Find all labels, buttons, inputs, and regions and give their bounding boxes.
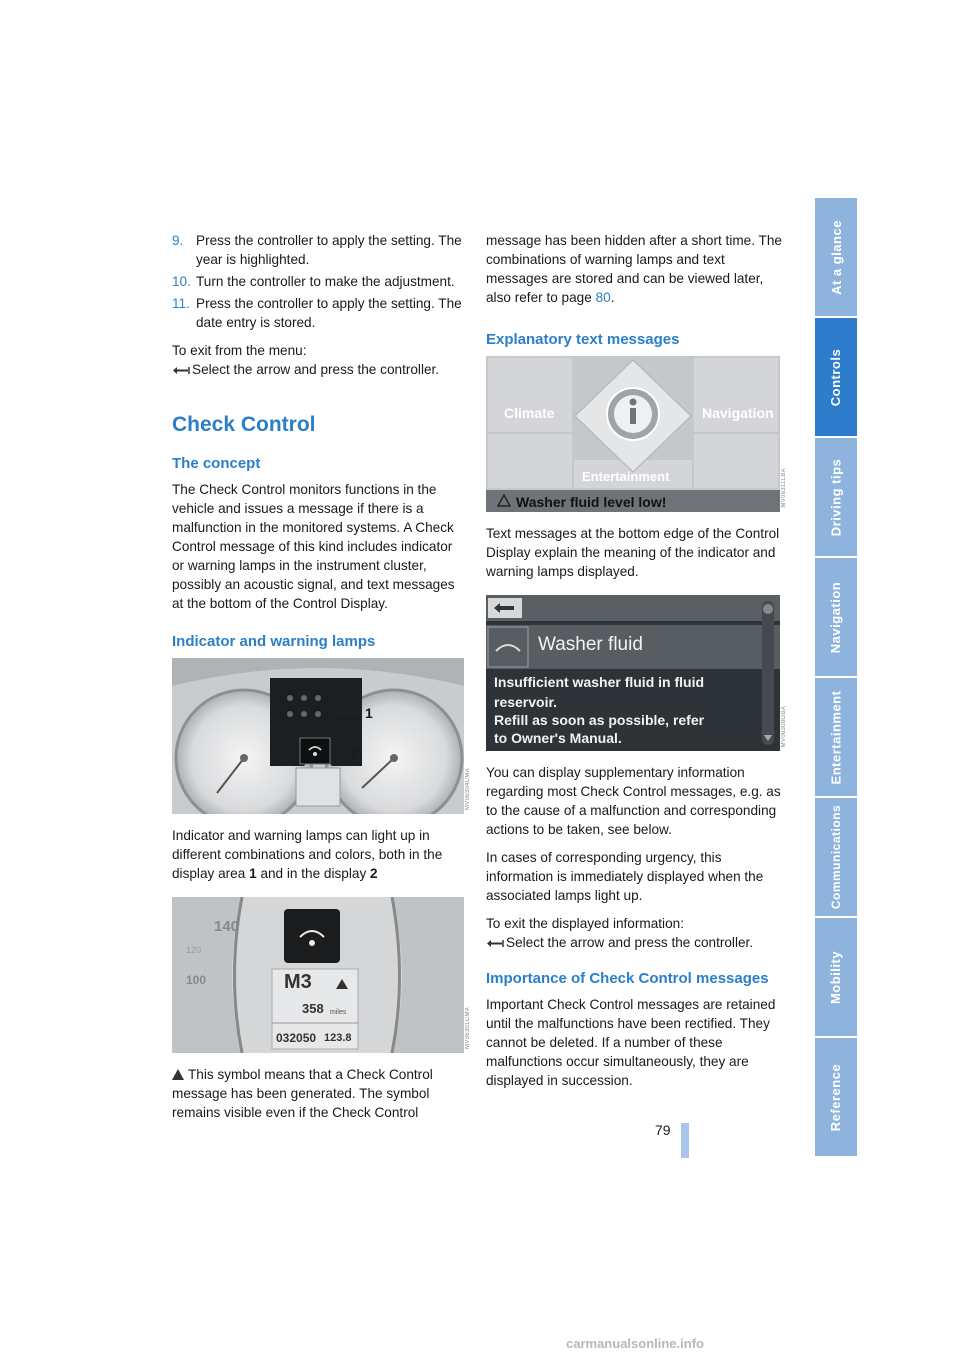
figure-code: MV06311LBA <box>781 468 787 508</box>
back-arrow-icon <box>486 939 504 948</box>
detail-line-2: reservoir. <box>494 694 558 710</box>
symbol-continuation: message has been hidden after a short time. The combinations of warning lamps and text messages are stored and can be viewed later, also refer to page 80. <box>486 233 782 305</box>
supp-text: You can display supplementary information regarding most Check Control messages, e.g. as to the cause of a malfunction and corresponding actions to be taken, see below. <box>486 765 781 837</box>
menu-entertainment: Entertainment <box>582 469 670 484</box>
range-unit: miles <box>330 1009 347 1016</box>
chapter-tabs <box>815 198 857 1160</box>
step-11 <box>172 294 464 332</box>
figure-code: MV06304CMA <box>465 767 471 810</box>
gear-indicator: M3 <box>284 971 312 993</box>
back-arrow-icon <box>172 366 190 375</box>
lamps-text-a: Indicator and warning lamps can light up in different combinations and colors, both in the display area <box>172 828 443 881</box>
detail-line-4: to Owner's Manual. <box>494 730 622 746</box>
page-number: 79 <box>655 1122 671 1138</box>
tab-driving-tips[interactable] <box>815 438 857 556</box>
tab-label: Communications <box>829 804 843 910</box>
page-link[interactable]: 80 <box>595 290 611 305</box>
urgency-text: In cases of corresponding urgency, this information is immediately displayed when the associated lamps light up. <box>486 850 764 903</box>
step-number: 9. <box>172 233 184 248</box>
exit-menu-instruction: Select the arrow and press the controller. <box>192 362 440 377</box>
speed-label-b: 120 <box>186 945 202 955</box>
menu-climate: Climate <box>504 405 555 421</box>
warning-triangle-icon <box>172 1069 184 1080</box>
washer-fluid-detail-figure <box>486 595 787 751</box>
tab-reference[interactable] <box>815 1038 857 1156</box>
warning-message: Washer fluid level low! <box>516 494 667 510</box>
range-value: 358 <box>302 1001 324 1016</box>
exit-menu-intro: To exit from the menu: <box>172 343 307 358</box>
exit-info-instruction: Select the arrow and press the controller. <box>506 935 754 950</box>
callout-1: 1 <box>365 705 373 721</box>
tab-label: Driving tips <box>828 458 844 536</box>
step-number: 11. <box>172 296 190 311</box>
lamps-heading: Indicator and warning lamps <box>172 633 376 650</box>
symbol-text-body: This symbol means that a Check Control message has been generated. The symbol remains visible even if the Check Control <box>172 1067 433 1120</box>
callout-2: 2 <box>350 745 358 761</box>
step-9 <box>172 231 464 269</box>
right-column <box>486 231 787 1099</box>
exit-info <box>486 914 782 952</box>
concept-heading: The concept <box>172 455 261 472</box>
lamps-text <box>172 826 464 883</box>
detail-line-1: Insufficient washer fluid in fluid <box>494 674 705 690</box>
exit-info-intro: To exit the displayed information: <box>486 916 684 931</box>
odometer: 032050 <box>276 1031 317 1045</box>
step-text: Press the controller to apply the setting. The date entry is stored. <box>196 296 462 330</box>
step-text: Press the controller to apply the setting. The year is highlighted. <box>196 233 462 267</box>
tab-entertainment[interactable] <box>815 678 857 796</box>
watermark: carmanualsonline.info <box>566 1336 704 1351</box>
concept-text: The Check Control monitors functions in the vehicle and issues a message if there is a malfunction in the monitored systems. A Check Control message of this kind includes indicator or warning lamps in the instrument cluster, possibly an acoustic signal, and text messages at the bottom of the Control Display. <box>172 482 455 611</box>
exit-menu <box>172 341 464 379</box>
detail-title: Washer fluid <box>538 634 643 655</box>
speed-label-a: 140 <box>214 918 240 935</box>
tab-communications[interactable] <box>815 798 857 916</box>
tab-at-a-glance[interactable] <box>815 198 857 316</box>
symbol-text <box>172 1065 464 1122</box>
explan-text: Text messages at the bottom edge of the Control Display explain the meaning of the indicator and warning lamps displayed. <box>486 526 780 579</box>
control-display-menu-image <box>486 356 780 512</box>
tab-label: Mobility <box>828 950 844 1004</box>
tab-label: Navigation <box>828 581 844 653</box>
tab-navigation[interactable] <box>815 558 857 676</box>
tab-mobility[interactable] <box>815 918 857 1036</box>
trip: 123.8 <box>324 1032 352 1044</box>
step-number: 10. <box>172 274 191 289</box>
figure-code: MV06301CMA <box>465 1006 471 1049</box>
lamps-display-ref: 2 <box>370 866 378 881</box>
tab-label: Entertainment <box>828 690 844 784</box>
importance-heading: Importance of Check Control messages <box>486 970 769 987</box>
instrument-cluster-image <box>172 658 464 814</box>
lamps-text-b: and in the display <box>260 866 367 881</box>
step-10 <box>172 272 464 291</box>
page-marker-bar <box>681 1123 689 1158</box>
detail-line-3: Refill as soon as possible, refer <box>494 712 705 728</box>
tab-label: Controls <box>828 348 844 406</box>
importance-text: Important Check Control messages are retained until the malfunctions have been rectified. They cannot be deleted. If a number of these malfunctions occur simultaneously, they are displayed in succession. <box>486 997 776 1088</box>
control-display-menu-figure <box>486 356 787 512</box>
display-detail-figure <box>172 897 471 1053</box>
speed-label-c: 100 <box>186 973 207 987</box>
explan-heading: Explanatory text messages <box>486 331 680 348</box>
tab-label: At a glance <box>828 219 844 295</box>
step-text: Turn the controller to make the adjustment. <box>196 274 455 289</box>
tab-label: Reference <box>828 1063 844 1131</box>
figure-code: MV06308GBA <box>781 705 787 747</box>
instrument-cluster-figure <box>172 658 471 814</box>
menu-navigation: Navigation <box>702 405 774 421</box>
lamps-area-ref: 1 <box>249 866 257 881</box>
section-title: Check Control <box>172 413 316 436</box>
left-column <box>172 231 471 1131</box>
tab-controls[interactable] <box>815 318 857 436</box>
symbol-continuation-text: message has been hidden after a short time. The combinations of warning lamps and text messages are stored and can be viewed later, also refer to page <box>486 233 782 305</box>
